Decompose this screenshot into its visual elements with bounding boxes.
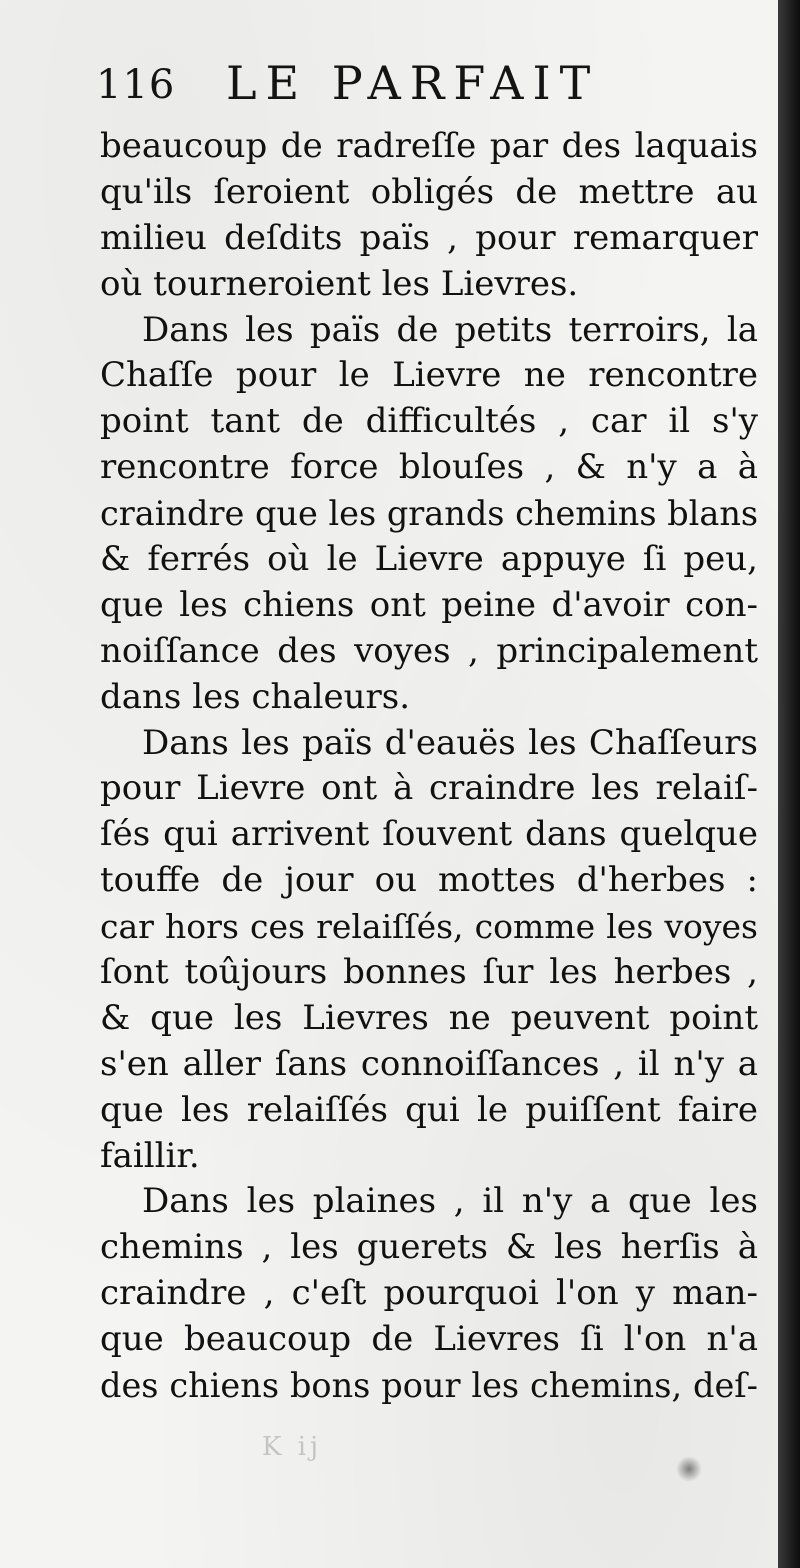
page-number: 116 <box>96 62 176 108</box>
text-line: faillir. <box>100 1135 200 1176</box>
text-line: que les chiens ont peine d'avoir con- <box>100 584 758 625</box>
text-line: où tourneroient les Lievres. <box>100 263 579 304</box>
text-line: pour Lievre ont à craindre les relaiſ- <box>100 768 758 809</box>
body-text <box>100 124 758 1409</box>
text-line: dans les chaleurs. <box>100 676 411 717</box>
text-line: & ferrés où le Lievre appuye ſi peu, <box>100 539 758 580</box>
paragraph-3 <box>100 721 758 1180</box>
paragraph-1 <box>100 124 758 308</box>
text-line: ſont toûjours bonnes ſur les herbes , <box>100 952 758 993</box>
text-line: Dans les plaines , il n'y a que les <box>142 1181 758 1222</box>
paragraph-4 <box>100 1179 758 1408</box>
text-line: craindre que les grands chemins blans <box>100 494 759 534</box>
text-line: qu'ils ſeroient obligés de mettre au <box>100 171 758 212</box>
paragraph-2 <box>100 308 758 721</box>
text-line: Chaſſe pour le Lievre ne rencontre <box>100 355 758 396</box>
text-line: touffe de jour ou mottes d'herbes : <box>100 860 758 901</box>
running-title: LE PARFAIT <box>226 56 600 110</box>
page-edge <box>778 0 800 1568</box>
text-line: beaucoup de radreſſe par des laquais <box>100 126 758 166</box>
text-line: car hors ces relaiſſés, comme les voyes <box>100 907 758 947</box>
text-line: & que les Lievres ne peuvent point <box>100 997 758 1038</box>
text-line: chemins , les guerets & les herſis à <box>100 1227 758 1268</box>
text-line: milieu deſdits païs , pour remarquer <box>100 217 758 258</box>
text-line: Dans les païs de petits terroirs, la <box>142 309 758 350</box>
text-line: que beaucoup de Lievres ſi l'on n'a <box>100 1319 758 1360</box>
text-line: ſés qui arrivent ſouvent dans quelque <box>100 814 758 855</box>
text-line: craindre , c'eſt pourquoi l'on y man- <box>100 1273 758 1314</box>
text-line: rencontre force blouſes , & n'y a à <box>100 447 758 488</box>
text-line: s'en aller ſans connoiſſances , il n'y a <box>100 1043 758 1084</box>
text-line: Dans les païs d'eauës les Chaſſeurs <box>142 722 758 763</box>
text-line: des chiens bons pour les chemins, deſ- <box>100 1366 758 1406</box>
running-head <box>96 52 656 122</box>
text-line: noiſſance des voyes , principalement <box>100 630 758 671</box>
signature-mark: K ij <box>262 1432 323 1462</box>
ink-blot <box>676 1456 702 1482</box>
text-line: point tant de difficultés , car il s'y <box>100 401 758 442</box>
text-line: que les relaiſſés qui le puiſſent faire <box>100 1089 758 1130</box>
